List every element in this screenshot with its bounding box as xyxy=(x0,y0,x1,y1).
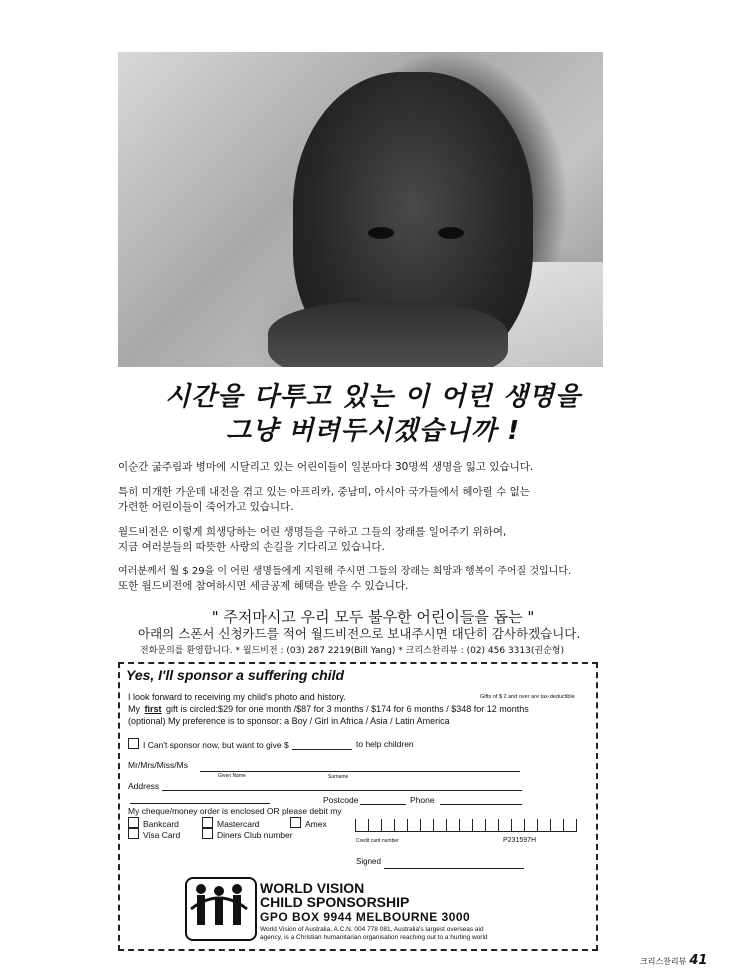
gift-line: gift is circled:$29 for one month /$87 for 3 months / $174 for 6 months / $348 for 12 months xyxy=(166,704,529,714)
body-paragraph-3b: 지금 여러분들의 따뜻한 사랑의 손길을 기다리고 있습니다. xyxy=(118,541,385,553)
sponsor-form xyxy=(118,662,598,951)
photo-eye-left xyxy=(368,227,394,239)
body-paragraph-1: 이순간 굶주림과 병마에 시달리고 있는 어린이들이 일분마다 30명씩 생명을 잃고 있습니다. xyxy=(118,461,534,473)
gift-my: My xyxy=(128,704,140,714)
gift-options[interactable] xyxy=(128,704,529,714)
headline-line1: 시간을 다투고 있는 이 어린 생명을 xyxy=(165,382,581,412)
diners-label: Diners Club number xyxy=(217,830,293,840)
give-amount-field[interactable] xyxy=(292,749,352,750)
org-footer-1: World Vision of Australia, A.C.N. 004 778 081, Australia's largest overseas aid xyxy=(260,926,484,933)
page-number: 41 xyxy=(689,953,708,968)
signed-label: Signed xyxy=(356,857,381,866)
mastercard-label: Mastercard xyxy=(217,819,260,829)
amex-option[interactable] xyxy=(290,817,327,829)
surname-label: Surname xyxy=(328,774,349,780)
body-paragraph-2b: 가련한 어린이들이 죽어가고 있습니다. xyxy=(118,501,294,513)
appeal-contact: 전화문의를 환영합니다. * 월드비전 : (03) 287 2219(Bill Yang) * 크리스찬리뷰 : (02) 456 3313(권순형) xyxy=(140,646,564,656)
world-vision-logo-icon xyxy=(185,877,257,941)
preference-line[interactable]: (optional) My preference is to sponsor: a Boy / Girl in Africa / Asia / Latin America xyxy=(128,716,450,726)
cant-sponsor-checkbox[interactable] xyxy=(128,738,139,749)
gift-first: first xyxy=(144,704,162,714)
body-paragraph-4a: 여러분께서 월 $ 29을 이 어린 생명들에게 지원해 주시면 그들의 장래는 희망과 행복이 주어질 것입니다. xyxy=(118,566,572,577)
body-paragraph-3a: 월드비전은 이렇게 희생당하는 어린 생명들을 구하고 그들의 장래를 일어주기 위하여, xyxy=(118,526,507,538)
org-address: GPO BOX 9944 MELBOURNE 3000 xyxy=(260,910,471,924)
amex-label: Amex xyxy=(305,819,327,829)
postcode-field[interactable] xyxy=(360,804,406,805)
cant-sponsor-row xyxy=(128,738,289,750)
visa-option[interactable] xyxy=(128,828,180,840)
photo-eye-right xyxy=(438,227,464,239)
form-code: P231597H xyxy=(503,837,537,844)
given-name-label: Given Name xyxy=(218,773,246,779)
title-label: Mr/Mrs/Miss/Ms xyxy=(128,760,188,770)
org-name-1: WORLD VISION xyxy=(260,880,365,896)
signature-field[interactable] xyxy=(384,868,524,869)
visa-label: Visa Card xyxy=(143,830,181,840)
address-field[interactable] xyxy=(162,790,522,791)
visa-checkbox[interactable] xyxy=(128,828,139,839)
bankcard-checkbox[interactable] xyxy=(128,817,139,828)
photo-hands xyxy=(268,302,508,367)
payment-line: My cheque/money order is enclosed OR please debit my xyxy=(128,806,342,816)
form-intro: I look forward to receiving my child's photo and history. xyxy=(128,692,346,702)
appeal-sub: 아래의 스폰서 신청카드를 적어 월드비전으로 보내주시면 대단히 감사하겠습니다. xyxy=(138,626,581,641)
child-photo xyxy=(118,52,603,367)
headline-line2: 그냥 버려두시겠습니까 ! xyxy=(225,416,521,446)
mastercard-checkbox[interactable] xyxy=(202,817,213,828)
org-name-2: CHILD SPONSORSHIP xyxy=(260,894,410,910)
cant-sponsor-label: I Can't sponsor now, but want to give $ xyxy=(143,740,289,750)
diners-option[interactable] xyxy=(202,828,293,840)
credit-card-number-field[interactable] xyxy=(355,819,577,833)
diners-checkbox[interactable] xyxy=(202,828,213,839)
address-label: Address xyxy=(128,781,160,791)
cc-label: Credit card number xyxy=(356,838,399,844)
logo-figures-icon xyxy=(187,879,251,935)
body-paragraph-4b: 또한 월드비전에 참여하시면 세금공제 혜택을 받을 수 있습니다. xyxy=(118,580,409,592)
bankcard-label: Bankcard xyxy=(143,819,179,829)
magazine-name: 크리스찬리뷰 xyxy=(640,957,687,966)
address-field-2[interactable] xyxy=(130,803,270,804)
phone-field[interactable] xyxy=(440,804,522,805)
form-title: Yes, I'll sponsor a suffering child xyxy=(126,667,345,683)
postcode-label: Postcode xyxy=(323,795,359,805)
help-children-label: to help children xyxy=(356,739,414,749)
appeal-quote: " 주저마시고 우리 모두 불우한 어린이들을 돕는 " xyxy=(211,608,535,626)
amex-checkbox[interactable] xyxy=(290,817,301,828)
body-paragraph-2a: 특히 미개한 가운데 내전을 겪고 있는 아프리카, 중남미, 아시아 국가들에서 헤아릴 수 없는 xyxy=(118,486,530,498)
phone-label: Phone xyxy=(410,795,435,805)
page-footer xyxy=(640,953,707,968)
org-footer-2: agency, is a Christian humanitarian organisation reaching out to a hurting world xyxy=(260,934,488,941)
name-field[interactable] xyxy=(200,771,520,772)
gifts-note: Gifts of $ 2 and over are tax-deductible xyxy=(480,694,575,700)
